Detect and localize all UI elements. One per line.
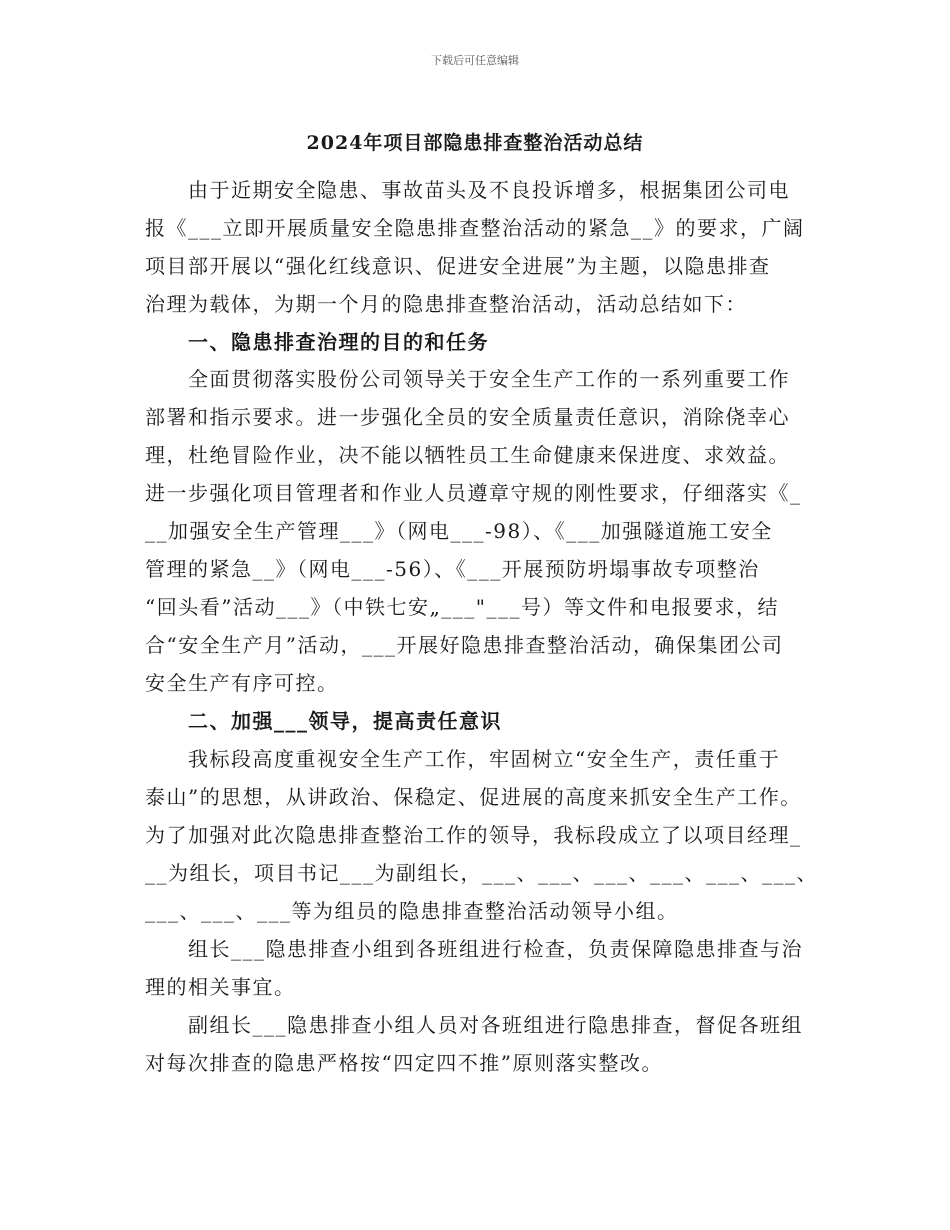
paragraph-line: 报《___立即开展质量安全隐患排查整治活动的紧急__》的要求，广阔 — [145, 216, 805, 240]
paragraph-line: “回头看”活动___》（中铁七安„___"___号）等文件和电报要求，结 — [145, 595, 780, 619]
paragraph-line: 对每次排查的隐患严格按“四定四不推”原则落实整改。 — [145, 1051, 663, 1075]
paragraph-line: __加强安全生产管理___》（网电___-98）、《___加强隧道施工安全 — [145, 519, 773, 543]
paragraph-line: ___、___、___等为组员的隐患排查整治活动领导小组。 — [145, 899, 679, 923]
header-note: 下载后可任意编辑 — [431, 54, 519, 67]
paragraph-line: 我标段高度重视安全生产工作，牢固树立“安全生产，责任重于 — [188, 747, 781, 771]
paragraph-line: 由于近期安全隐患、事故苗头及不良投诉增多，根据集团公司电 — [188, 178, 790, 202]
paragraph-line: 副组长___隐患排查小组人员对各班组进行隐患排查，督促各班组 — [188, 1013, 803, 1037]
paragraph-line: 泰山”的思想，从讲政治、保稳定、促进展的高度来抓安全生产工作。 — [145, 785, 802, 809]
paragraph-line: 治理为载体，为期一个月的隐患排查整治活动，活动总结如下： — [145, 292, 747, 316]
paragraph-line: 管理的紧急__》（网电___-56）、《___开展预防坍塌事故专项整治 — [145, 557, 760, 581]
paragraph-line: 安全生产有序可控。 — [145, 671, 339, 695]
section-heading: 二、加强___领导，提高责任意识 — [188, 709, 502, 733]
paragraph-line: 为了加强对此次隐患排查整治工作的领导，我标段成立了以项目经理_ — [145, 823, 802, 847]
paragraph-line: 全面贯彻落实股份公司领导关于安全生产工作的一系列重要工作 — [188, 367, 790, 391]
document-title: 2024年项目部隐患排查整治活动总结 — [306, 132, 644, 154]
paragraph-line: 部署和指示要求。进一步强化全员的安全质量责任意识，消除侥幸心 — [145, 405, 790, 429]
paragraph-line: __为组长，项目书记___为副组长，___、___、___、___、___、___、 — [145, 861, 818, 885]
paragraph-line: 组长___隐患排查小组到各班组进行检查，负责保障隐患排查与治 — [188, 937, 803, 961]
paragraph-line: 进一步强化项目管理者和作业人员遵章守规的刚性要求，仔细落实《_ — [145, 481, 802, 505]
paragraph-line: 合“安全生产月”活动，___开展好隐患排查整治活动，确保集团公司 — [145, 633, 784, 657]
paragraph-line: 理，杜绝冒险作业，决不能以牺牲员工生命健康来保进度、求效益。 — [145, 443, 790, 467]
paragraph-line: 项目部开展以“强化红线意识、促进安全进展”为主题，以隐患排查 — [145, 254, 771, 278]
section-heading: 一、隐患排查治理的目的和任务 — [188, 330, 489, 354]
paragraph-line: 理的相关事宜。 — [145, 975, 296, 999]
